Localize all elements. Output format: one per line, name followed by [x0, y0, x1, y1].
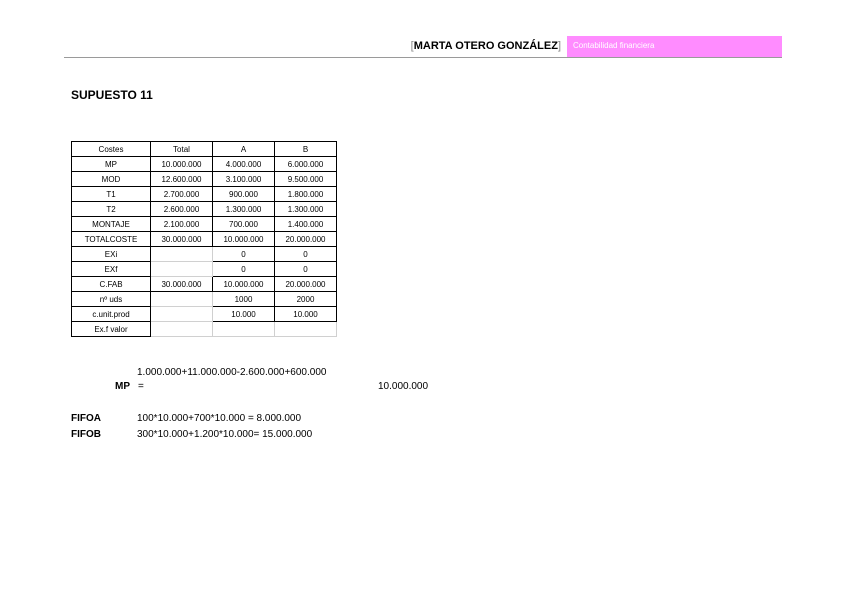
row-label: c.unit.prod: [72, 307, 151, 322]
table-cell: 20.000.000: [275, 277, 337, 292]
table-cell: [151, 262, 213, 277]
table-row: [72, 217, 337, 232]
page-title: SUPUESTO 11: [71, 88, 153, 102]
author-header: [MARTA OTERO GONZÁLEZ]: [410, 40, 561, 52]
table-row: [72, 172, 337, 187]
header-divider: [64, 57, 782, 58]
column-header: Costes: [72, 142, 151, 157]
table-header-row: [72, 142, 337, 157]
mp-label: MP: [115, 381, 130, 392]
table-row: [72, 247, 337, 262]
table-cell: 2.600.000: [151, 202, 213, 217]
table-row: [72, 292, 337, 307]
mp-expression: 1.000.000+11.000.000-2.600.000+600.000: [137, 367, 327, 378]
cost-table: [71, 141, 337, 337]
table-cell: [151, 247, 213, 262]
subject-label: Contabilidad financiera: [573, 41, 655, 50]
author-name: MARTA OTERO GONZÁLEZ: [413, 40, 558, 52]
table-cell: 10.000.000: [213, 232, 275, 247]
table-cell: 0: [213, 262, 275, 277]
table-cell: 1.400.000: [275, 217, 337, 232]
table-row: [72, 202, 337, 217]
table-cell: [151, 322, 213, 337]
table-row: [72, 322, 337, 337]
table-cell: 900.000: [213, 187, 275, 202]
table-row: [72, 262, 337, 277]
row-label: MP: [72, 157, 151, 172]
table-cell: 10.000.000: [151, 157, 213, 172]
fifob-label: FIFOB: [71, 429, 101, 440]
column-header: Total: [151, 142, 213, 157]
table-cell: 12.600.000: [151, 172, 213, 187]
row-label: TOTALCOSTE: [72, 232, 151, 247]
table-cell: 1.300.000: [213, 202, 275, 217]
table-cell: [151, 307, 213, 322]
table-cell: 4.000.000: [213, 157, 275, 172]
fifoa-label: FIFOA: [71, 413, 101, 424]
table-cell: 1.800.000: [275, 187, 337, 202]
table-cell: 10.000: [275, 307, 337, 322]
table-cell: [275, 322, 337, 337]
fifoa-expression: 100*10.000+700*10.000 = 8.000.000: [137, 413, 302, 424]
table-row: [72, 277, 337, 292]
column-header: B: [275, 142, 337, 157]
row-label: T2: [72, 202, 151, 217]
table-row: [72, 232, 337, 247]
table-cell: 1.300.000: [275, 202, 337, 217]
table-cell: 0: [213, 247, 275, 262]
row-label: EXi: [72, 247, 151, 262]
table-cell: 6.000.000: [275, 157, 337, 172]
table-cell: 2000: [275, 292, 337, 307]
equals-sign: =: [138, 381, 144, 392]
row-label: T1: [72, 187, 151, 202]
table-cell: 0: [275, 247, 337, 262]
row-label: MONTAJE: [72, 217, 151, 232]
table-cell: 9.500.000: [275, 172, 337, 187]
column-header: A: [213, 142, 275, 157]
mp-result: 10.000.000: [378, 381, 429, 392]
table-row: [72, 307, 337, 322]
table-row: [72, 157, 337, 172]
table-cell: 10.000.000: [213, 277, 275, 292]
fifob-expression: 300*10.000+1.200*10.000= 15.000.000: [137, 429, 313, 440]
table-row: [72, 187, 337, 202]
table-cell: 1000: [213, 292, 275, 307]
table-cell: 30.000.000: [151, 232, 213, 247]
subject-banner: [567, 36, 782, 57]
row-label: nº uds: [72, 292, 151, 307]
table-cell: 2.700.000: [151, 187, 213, 202]
row-label: EXf: [72, 262, 151, 277]
table-cell: 10.000: [213, 307, 275, 322]
table-cell: [213, 322, 275, 337]
row-label: C.FAB: [72, 277, 151, 292]
table-cell: [151, 292, 213, 307]
row-label: Ex.f valor: [72, 322, 151, 337]
table-cell: 700.000: [213, 217, 275, 232]
table-cell: 20.000.000: [275, 232, 337, 247]
table-cell: 2.100.000: [151, 217, 213, 232]
table-cell: 0: [275, 262, 337, 277]
row-label: MOD: [72, 172, 151, 187]
table-cell: 3.100.000: [213, 172, 275, 187]
table-cell: 30.000.000: [151, 277, 213, 292]
